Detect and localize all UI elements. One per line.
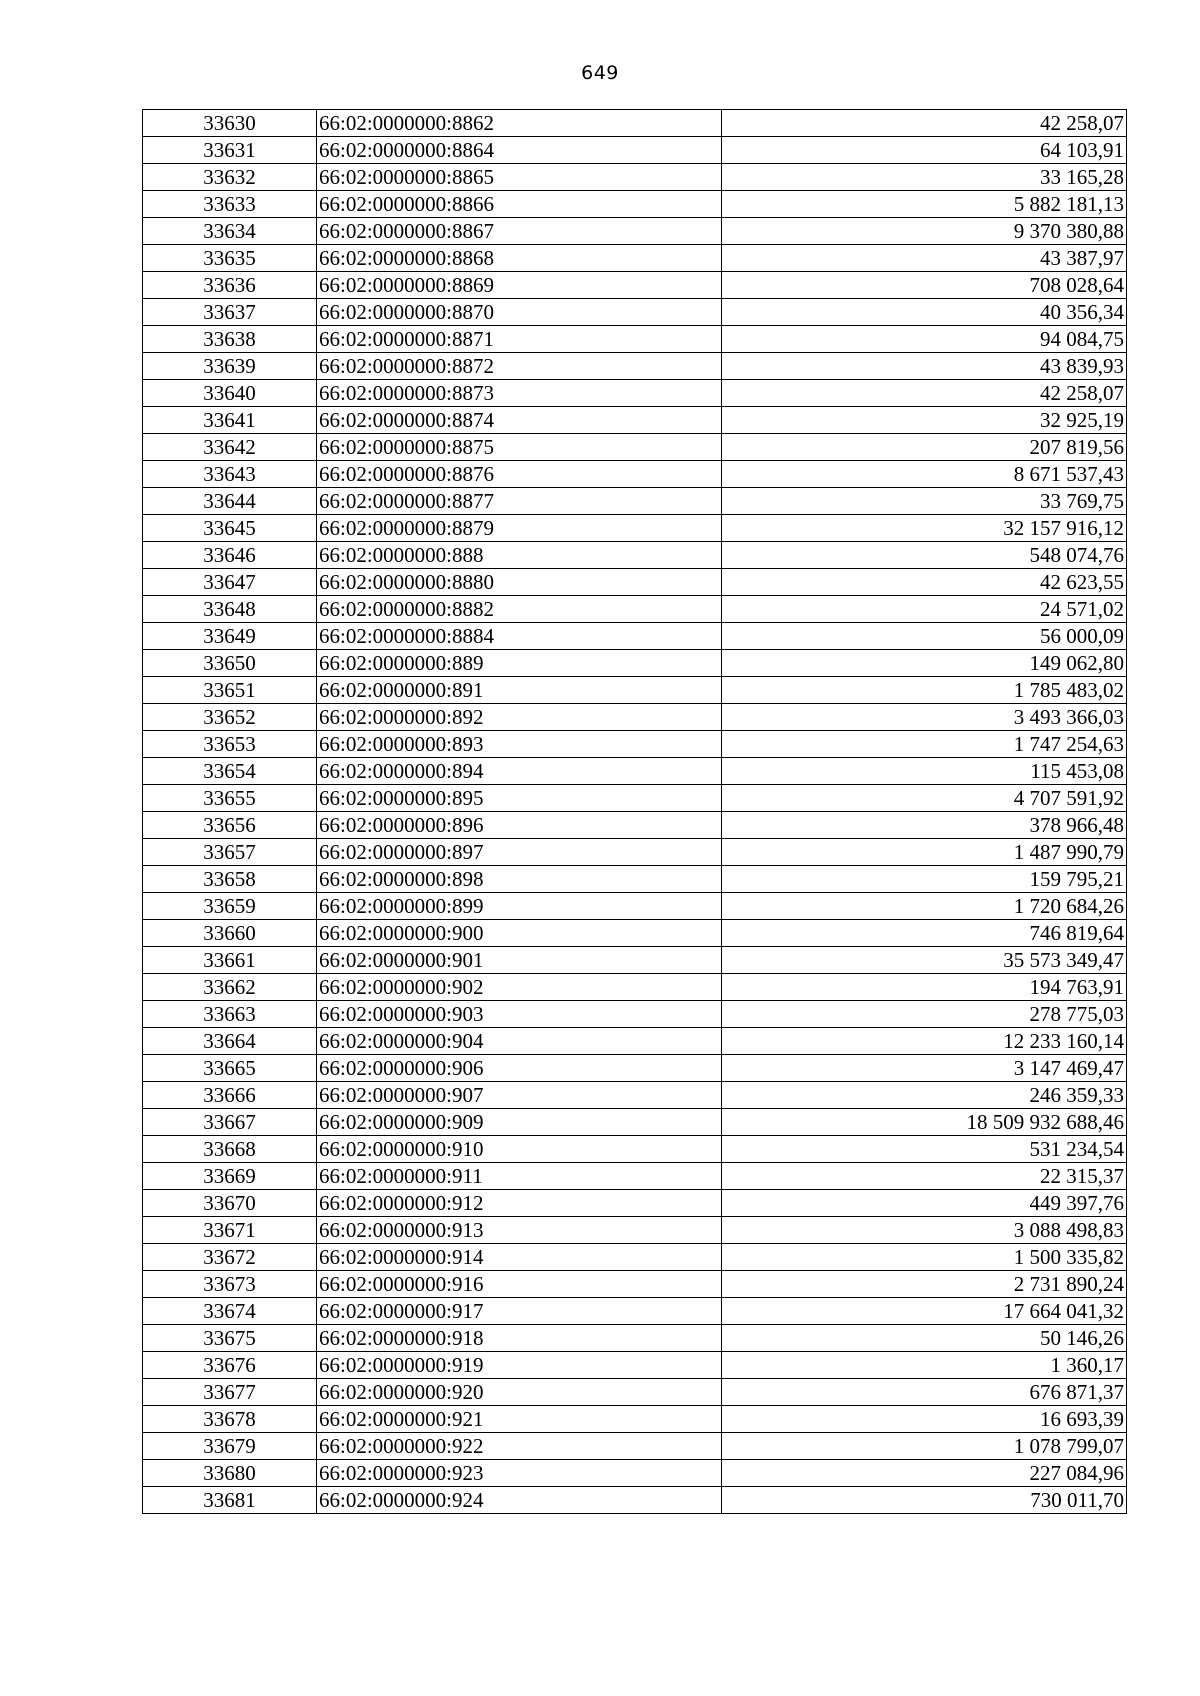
cadastral-number-cell: 66:02:0000000:901 bbox=[317, 947, 722, 974]
cadastral-value-cell: 730 011,70 bbox=[722, 1487, 1127, 1514]
cadastral-value-cell: 227 084,96 bbox=[722, 1460, 1127, 1487]
cadastral-number-cell: 66:02:0000000:897 bbox=[317, 839, 722, 866]
cadastral-value-cell: 1 360,17 bbox=[722, 1352, 1127, 1379]
cadastral-value-cell: 42 258,07 bbox=[722, 110, 1127, 137]
row-number-cell: 33642 bbox=[143, 434, 317, 461]
row-number-cell: 33681 bbox=[143, 1487, 317, 1514]
cadastral-number-cell: 66:02:0000000:8871 bbox=[317, 326, 722, 353]
row-number-cell: 33664 bbox=[143, 1028, 317, 1055]
cadastral-value-cell: 50 146,26 bbox=[722, 1325, 1127, 1352]
row-number-cell: 33633 bbox=[143, 191, 317, 218]
cadastral-number-cell: 66:02:0000000:8870 bbox=[317, 299, 722, 326]
row-number-cell: 33670 bbox=[143, 1190, 317, 1217]
cadastral-number-cell: 66:02:0000000:902 bbox=[317, 974, 722, 1001]
table-row bbox=[143, 110, 1127, 137]
cadastral-number-cell: 66:02:0000000:8875 bbox=[317, 434, 722, 461]
table-row bbox=[143, 1028, 1127, 1055]
cadastral-number-cell: 66:02:0000000:889 bbox=[317, 650, 722, 677]
cadastral-number-cell: 66:02:0000000:898 bbox=[317, 866, 722, 893]
cadastral-value-cell: 3 147 469,47 bbox=[722, 1055, 1127, 1082]
cadastral-value-cell: 5 882 181,13 bbox=[722, 191, 1127, 218]
table-row bbox=[143, 1190, 1127, 1217]
cadastral-number-cell: 66:02:0000000:910 bbox=[317, 1136, 722, 1163]
cadastral-number-cell: 66:02:0000000:907 bbox=[317, 1082, 722, 1109]
row-number-cell: 33672 bbox=[143, 1244, 317, 1271]
cadastral-number-cell: 66:02:0000000:920 bbox=[317, 1379, 722, 1406]
cadastral-number-cell: 66:02:0000000:891 bbox=[317, 677, 722, 704]
table-row bbox=[143, 839, 1127, 866]
row-number-cell: 33639 bbox=[143, 353, 317, 380]
cadastral-number-cell: 66:02:0000000:916 bbox=[317, 1271, 722, 1298]
cadastral-number-cell: 66:02:0000000:924 bbox=[317, 1487, 722, 1514]
cadastral-value-table-container bbox=[142, 109, 1127, 1514]
cadastral-number-cell: 66:02:0000000:8872 bbox=[317, 353, 722, 380]
row-number-cell: 33644 bbox=[143, 488, 317, 515]
cadastral-number-cell: 66:02:0000000:900 bbox=[317, 920, 722, 947]
table-row bbox=[143, 218, 1127, 245]
table-row bbox=[143, 380, 1127, 407]
table-row bbox=[143, 1352, 1127, 1379]
table-row bbox=[143, 623, 1127, 650]
row-number-cell: 33668 bbox=[143, 1136, 317, 1163]
row-number-cell: 33674 bbox=[143, 1298, 317, 1325]
table-row bbox=[143, 866, 1127, 893]
table-row bbox=[143, 137, 1127, 164]
cadastral-number-cell: 66:02:0000000:914 bbox=[317, 1244, 722, 1271]
cadastral-value-cell: 43 839,93 bbox=[722, 353, 1127, 380]
cadastral-value-cell: 17 664 041,32 bbox=[722, 1298, 1127, 1325]
row-number-cell: 33673 bbox=[143, 1271, 317, 1298]
cadastral-value-cell: 18 509 932 688,46 bbox=[722, 1109, 1127, 1136]
cadastral-number-cell: 66:02:0000000:8867 bbox=[317, 218, 722, 245]
cadastral-number-cell: 66:02:0000000:893 bbox=[317, 731, 722, 758]
table-row bbox=[143, 191, 1127, 218]
table-row bbox=[143, 947, 1127, 974]
cadastral-value-cell: 1 487 990,79 bbox=[722, 839, 1127, 866]
row-number-cell: 33675 bbox=[143, 1325, 317, 1352]
cadastral-value-cell: 378 966,48 bbox=[722, 812, 1127, 839]
cadastral-value-cell: 42 258,07 bbox=[722, 380, 1127, 407]
cadastral-number-cell: 66:02:0000000:8876 bbox=[317, 461, 722, 488]
table-row bbox=[143, 704, 1127, 731]
table-row bbox=[143, 542, 1127, 569]
cadastral-number-cell: 66:02:0000000:895 bbox=[317, 785, 722, 812]
row-number-cell: 33661 bbox=[143, 947, 317, 974]
cadastral-number-cell: 66:02:0000000:8877 bbox=[317, 488, 722, 515]
table-row bbox=[143, 434, 1127, 461]
table-row bbox=[143, 1163, 1127, 1190]
cadastral-value-cell: 746 819,64 bbox=[722, 920, 1127, 947]
cadastral-value-cell: 42 623,55 bbox=[722, 569, 1127, 596]
table-row bbox=[143, 1325, 1127, 1352]
cadastral-value-cell: 449 397,76 bbox=[722, 1190, 1127, 1217]
table-row bbox=[143, 488, 1127, 515]
cadastral-value-cell: 676 871,37 bbox=[722, 1379, 1127, 1406]
cadastral-value-cell: 24 571,02 bbox=[722, 596, 1127, 623]
row-number-cell: 33632 bbox=[143, 164, 317, 191]
table-row bbox=[143, 515, 1127, 542]
table-row bbox=[143, 326, 1127, 353]
row-number-cell: 33678 bbox=[143, 1406, 317, 1433]
cadastral-value-cell: 32 157 916,12 bbox=[722, 515, 1127, 542]
cadastral-value-cell: 3 088 498,83 bbox=[722, 1217, 1127, 1244]
table-row bbox=[143, 1271, 1127, 1298]
row-number-cell: 33665 bbox=[143, 1055, 317, 1082]
cadastral-value-cell: 207 819,56 bbox=[722, 434, 1127, 461]
cadastral-number-cell: 66:02:0000000:888 bbox=[317, 542, 722, 569]
cadastral-number-cell: 66:02:0000000:8866 bbox=[317, 191, 722, 218]
cadastral-number-cell: 66:02:0000000:8862 bbox=[317, 110, 722, 137]
table-row bbox=[143, 974, 1127, 1001]
table-row bbox=[143, 1487, 1127, 1514]
cadastral-value-cell: 94 084,75 bbox=[722, 326, 1127, 353]
row-number-cell: 33647 bbox=[143, 569, 317, 596]
cadastral-number-cell: 66:02:0000000:921 bbox=[317, 1406, 722, 1433]
table-row bbox=[143, 1433, 1127, 1460]
table-row bbox=[143, 596, 1127, 623]
row-number-cell: 33656 bbox=[143, 812, 317, 839]
cadastral-number-cell: 66:02:0000000:8864 bbox=[317, 137, 722, 164]
row-number-cell: 33657 bbox=[143, 839, 317, 866]
cadastral-value-cell: 4 707 591,92 bbox=[722, 785, 1127, 812]
cadastral-value-cell: 40 356,34 bbox=[722, 299, 1127, 326]
cadastral-value-cell: 22 315,37 bbox=[722, 1163, 1127, 1190]
table-row bbox=[143, 461, 1127, 488]
cadastral-value-cell: 33 165,28 bbox=[722, 164, 1127, 191]
table-row bbox=[143, 164, 1127, 191]
cadastral-number-cell: 66:02:0000000:8869 bbox=[317, 272, 722, 299]
row-number-cell: 33635 bbox=[143, 245, 317, 272]
cadastral-value-cell: 35 573 349,47 bbox=[722, 947, 1127, 974]
cadastral-number-cell: 66:02:0000000:913 bbox=[317, 1217, 722, 1244]
cadastral-number-cell: 66:02:0000000:903 bbox=[317, 1001, 722, 1028]
cadastral-number-cell: 66:02:0000000:917 bbox=[317, 1298, 722, 1325]
row-number-cell: 33641 bbox=[143, 407, 317, 434]
cadastral-number-cell: 66:02:0000000:912 bbox=[317, 1190, 722, 1217]
cadastral-number-cell: 66:02:0000000:904 bbox=[317, 1028, 722, 1055]
cadastral-value-cell: 194 763,91 bbox=[722, 974, 1127, 1001]
cadastral-value-cell: 1 720 684,26 bbox=[722, 893, 1127, 920]
table-row bbox=[143, 650, 1127, 677]
table-row bbox=[143, 758, 1127, 785]
table-row bbox=[143, 1244, 1127, 1271]
table-row bbox=[143, 1109, 1127, 1136]
cadastral-number-cell: 66:02:0000000:918 bbox=[317, 1325, 722, 1352]
table-row bbox=[143, 1055, 1127, 1082]
cadastral-value-cell: 159 795,21 bbox=[722, 866, 1127, 893]
row-number-cell: 33676 bbox=[143, 1352, 317, 1379]
table-body bbox=[143, 110, 1127, 1514]
table-row bbox=[143, 272, 1127, 299]
cadastral-value-cell: 64 103,91 bbox=[722, 137, 1127, 164]
row-number-cell: 33648 bbox=[143, 596, 317, 623]
row-number-cell: 33659 bbox=[143, 893, 317, 920]
row-number-cell: 33652 bbox=[143, 704, 317, 731]
table-row bbox=[143, 785, 1127, 812]
row-number-cell: 33658 bbox=[143, 866, 317, 893]
row-number-cell: 33653 bbox=[143, 731, 317, 758]
row-number-cell: 33651 bbox=[143, 677, 317, 704]
cadastral-value-cell: 531 234,54 bbox=[722, 1136, 1127, 1163]
row-number-cell: 33646 bbox=[143, 542, 317, 569]
table-row bbox=[143, 1298, 1127, 1325]
table-row bbox=[143, 677, 1127, 704]
table-row bbox=[143, 893, 1127, 920]
cadastral-value-cell: 16 693,39 bbox=[722, 1406, 1127, 1433]
table-row bbox=[143, 920, 1127, 947]
cadastral-value-cell: 9 370 380,88 bbox=[722, 218, 1127, 245]
row-number-cell: 33650 bbox=[143, 650, 317, 677]
cadastral-number-cell: 66:02:0000000:8879 bbox=[317, 515, 722, 542]
row-number-cell: 33634 bbox=[143, 218, 317, 245]
table-row bbox=[143, 812, 1127, 839]
row-number-cell: 33638 bbox=[143, 326, 317, 353]
table-row bbox=[143, 1379, 1127, 1406]
cadastral-number-cell: 66:02:0000000:8884 bbox=[317, 623, 722, 650]
row-number-cell: 33649 bbox=[143, 623, 317, 650]
cadastral-number-cell: 66:02:0000000:909 bbox=[317, 1109, 722, 1136]
table-row bbox=[143, 353, 1127, 380]
cadastral-value-cell: 8 671 537,43 bbox=[722, 461, 1127, 488]
cadastral-number-cell: 66:02:0000000:8873 bbox=[317, 380, 722, 407]
row-number-cell: 33671 bbox=[143, 1217, 317, 1244]
table-row bbox=[143, 731, 1127, 758]
cadastral-value-cell: 548 074,76 bbox=[722, 542, 1127, 569]
table-row bbox=[143, 245, 1127, 272]
table-row bbox=[143, 569, 1127, 596]
table-row bbox=[143, 1001, 1127, 1028]
cadastral-value-cell: 2 731 890,24 bbox=[722, 1271, 1127, 1298]
cadastral-value-cell: 149 062,80 bbox=[722, 650, 1127, 677]
row-number-cell: 33655 bbox=[143, 785, 317, 812]
cadastral-value-cell: 708 028,64 bbox=[722, 272, 1127, 299]
row-number-cell: 33640 bbox=[143, 380, 317, 407]
cadastral-number-cell: 66:02:0000000:919 bbox=[317, 1352, 722, 1379]
cadastral-value-cell: 278 775,03 bbox=[722, 1001, 1127, 1028]
table-row bbox=[143, 299, 1127, 326]
table-row bbox=[143, 1136, 1127, 1163]
cadastral-number-cell: 66:02:0000000:906 bbox=[317, 1055, 722, 1082]
cadastral-value-cell: 33 769,75 bbox=[722, 488, 1127, 515]
row-number-cell: 33630 bbox=[143, 110, 317, 137]
cadastral-value-cell: 32 925,19 bbox=[722, 407, 1127, 434]
row-number-cell: 33662 bbox=[143, 974, 317, 1001]
cadastral-number-cell: 66:02:0000000:8868 bbox=[317, 245, 722, 272]
row-number-cell: 33663 bbox=[143, 1001, 317, 1028]
cadastral-value-cell: 43 387,97 bbox=[722, 245, 1127, 272]
cadastral-value-cell: 115 453,08 bbox=[722, 758, 1127, 785]
cadastral-value-cell: 246 359,33 bbox=[722, 1082, 1127, 1109]
row-number-cell: 33677 bbox=[143, 1379, 317, 1406]
row-number-cell: 33631 bbox=[143, 137, 317, 164]
row-number-cell: 33654 bbox=[143, 758, 317, 785]
row-number-cell: 33667 bbox=[143, 1109, 317, 1136]
cadastral-number-cell: 66:02:0000000:922 bbox=[317, 1433, 722, 1460]
row-number-cell: 33680 bbox=[143, 1460, 317, 1487]
cadastral-number-cell: 66:02:0000000:894 bbox=[317, 758, 722, 785]
page-number: 649 bbox=[581, 62, 619, 84]
cadastral-number-cell: 66:02:0000000:8865 bbox=[317, 164, 722, 191]
cadastral-value-cell: 1 747 254,63 bbox=[722, 731, 1127, 758]
cadastral-value-cell: 1 078 799,07 bbox=[722, 1433, 1127, 1460]
cadastral-number-cell: 66:02:0000000:911 bbox=[317, 1163, 722, 1190]
cadastral-number-cell: 66:02:0000000:8874 bbox=[317, 407, 722, 434]
table-row bbox=[143, 1082, 1127, 1109]
cadastral-value-cell: 56 000,09 bbox=[722, 623, 1127, 650]
cadastral-value-cell: 1 500 335,82 bbox=[722, 1244, 1127, 1271]
row-number-cell: 33679 bbox=[143, 1433, 317, 1460]
cadastral-number-cell: 66:02:0000000:8880 bbox=[317, 569, 722, 596]
table-row bbox=[143, 1217, 1127, 1244]
row-number-cell: 33636 bbox=[143, 272, 317, 299]
cadastral-value-cell: 1 785 483,02 bbox=[722, 677, 1127, 704]
row-number-cell: 33666 bbox=[143, 1082, 317, 1109]
row-number-cell: 33637 bbox=[143, 299, 317, 326]
table-row bbox=[143, 1460, 1127, 1487]
table-row bbox=[143, 407, 1127, 434]
cadastral-value-table bbox=[142, 109, 1127, 1514]
cadastral-number-cell: 66:02:0000000:899 bbox=[317, 893, 722, 920]
cadastral-number-cell: 66:02:0000000:892 bbox=[317, 704, 722, 731]
cadastral-number-cell: 66:02:0000000:896 bbox=[317, 812, 722, 839]
cadastral-value-cell: 12 233 160,14 bbox=[722, 1028, 1127, 1055]
row-number-cell: 33645 bbox=[143, 515, 317, 542]
table-row bbox=[143, 1406, 1127, 1433]
cadastral-value-cell: 3 493 366,03 bbox=[722, 704, 1127, 731]
row-number-cell: 33669 bbox=[143, 1163, 317, 1190]
row-number-cell: 33660 bbox=[143, 920, 317, 947]
cadastral-number-cell: 66:02:0000000:8882 bbox=[317, 596, 722, 623]
cadastral-number-cell: 66:02:0000000:923 bbox=[317, 1460, 722, 1487]
row-number-cell: 33643 bbox=[143, 461, 317, 488]
